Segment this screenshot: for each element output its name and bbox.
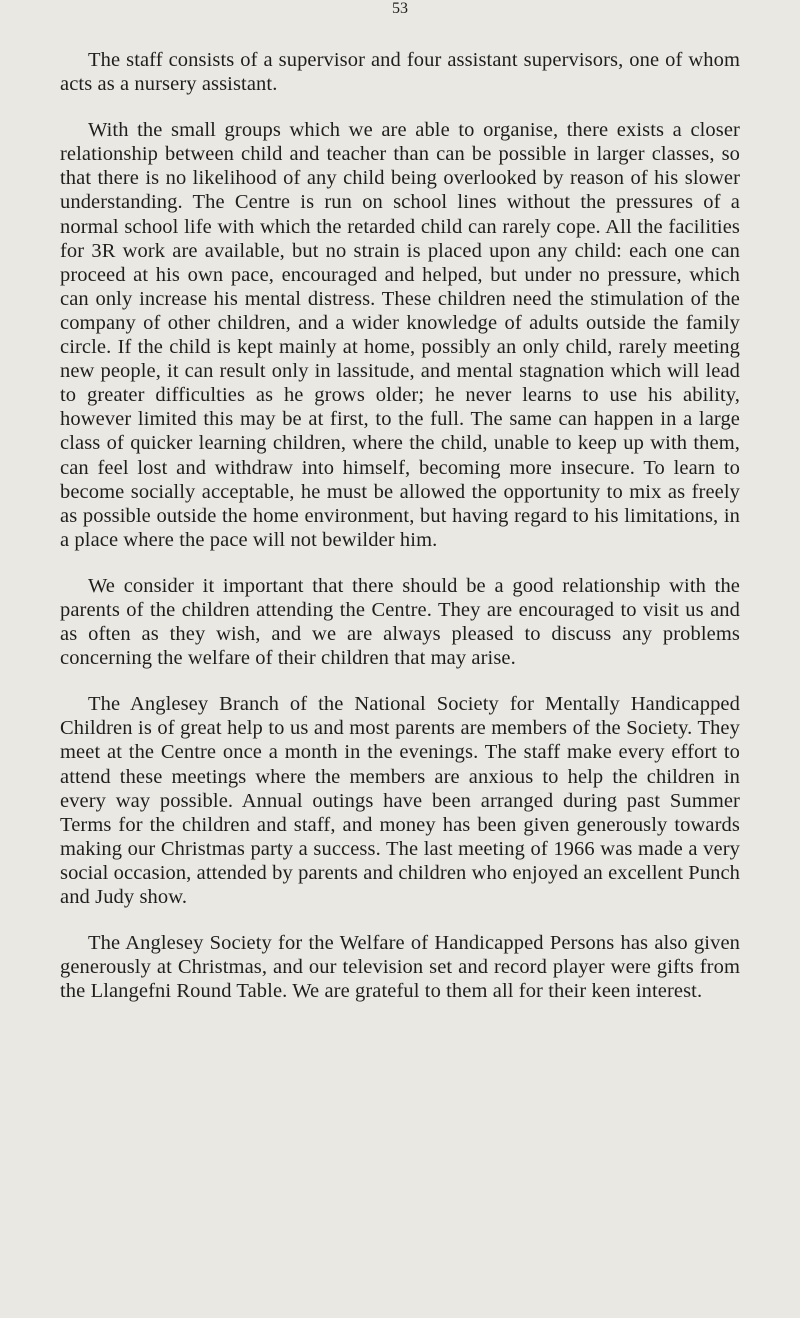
paragraph-staff: The staff consists of a supervisor and four assistant supervisors, one of whom acts as a nursery assistant. <box>60 49 740 96</box>
page-number: 53 <box>392 0 408 17</box>
paragraph-parents: We consider it important that there should be a good relationship with the parents of the children attending the Centre. They are encouraged to visit us and as often as they wish, and we are always pleased to discuss any problems concerning the welfare of their children that may arise. <box>60 574 740 670</box>
paragraph-small-groups: With the small groups which we are able to organise, there exists a closer relationship between child and teacher than can be possible in larger classes, so that there is no likelihood of any child being overlooked by reason of his slower understanding. The Centre is run on school lines without the pressures of a normal school life with which the retarded child can rarely cope. All the facilities for 3R work are available, but no strain is placed upon any child: each one can proceed at his own pace, encouraged and helped, but under no pressure, which can only increase his mental distress. These children need the stimulation of the company of other children, and a wider knowledge of adults outside the family circle. If the child is kept mainly at home, possibly an only child, rarely meeting new people, it can result only in lassitude, and mental stagnation which will lead to greater difficulties as he grows older; he never learns to use his ability, however limited this may be at first, to the full. The same can happen in a large class of quicker learning children, where the child, unable to keep up with them, can feel lost and withdraw into himself, becoming more insecure. To learn to become socially acceptable, he must be allowed the opportunity to mix as freely as possible outside the home environment, but having regard to his limitations, in a place where the pace will not bewilder him. <box>60 119 740 551</box>
paragraph-anglesey-branch: The Anglesey Branch of the National Society for Mentally Handicapped Children is of great help to us and most parents are members of the Society. They meet at the Centre once a month in the evenings. The staff make every effort to attend these meetings where the members are anxious to help the children in every way possible. Annual outings have been arranged during past Summer Terms for the children and staff, and money has been given generously towards making our Christmas party a success. The last meeting of 1966 was made a very social occasion, attended by parents and children who enjoyed an excellent Punch and Judy show. <box>60 693 740 908</box>
page-body <box>60 48 740 1025</box>
paragraph-anglesey-society: The Anglesey Society for the Welfare of Handicapped Persons has also given generously at Christmas, and our television set and record player were gifts from the Llangefni Round Table. We are grateful to them all for their keen interest. <box>60 932 740 1003</box>
